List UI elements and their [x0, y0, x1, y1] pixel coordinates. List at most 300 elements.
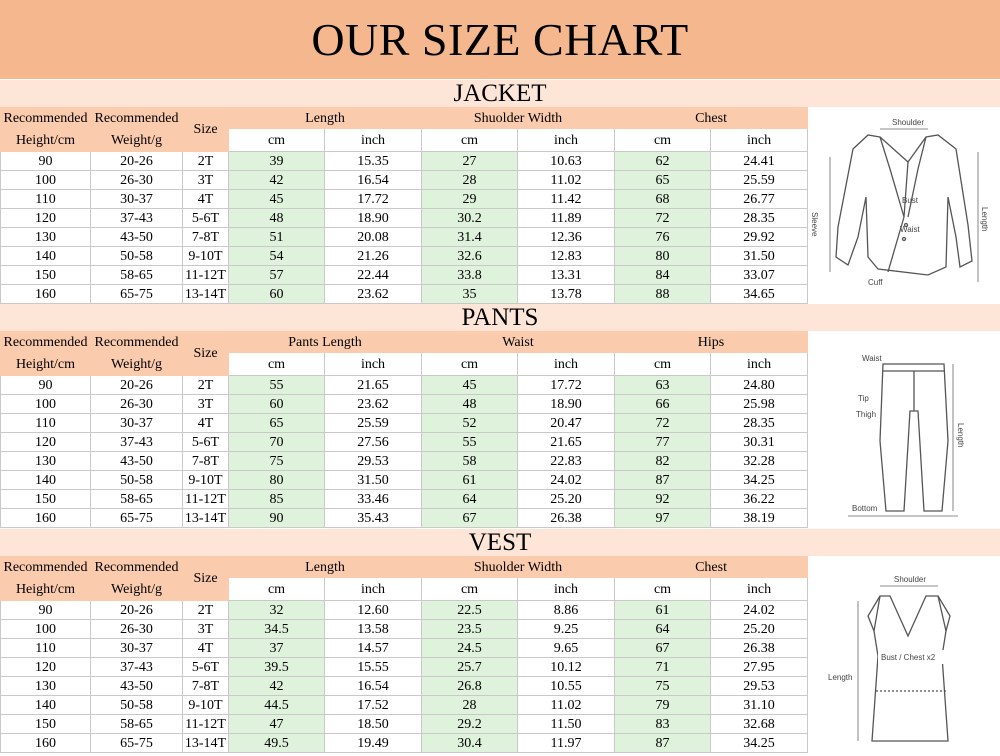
table-row — [1, 228, 808, 247]
recommended-height-label: Recommended — [1, 332, 91, 353]
inch-cell: 13.31 — [518, 266, 615, 285]
inch-cell: 31.10 — [711, 696, 808, 715]
inch-cell: 26.38 — [518, 509, 615, 528]
cm-cell: 87 — [615, 734, 711, 753]
inch-cell: 16.54 — [325, 171, 422, 190]
cm-cell: 39 — [229, 152, 325, 171]
inch-unit-header: inch — [711, 129, 808, 152]
table-row — [1, 433, 808, 452]
inch-cell: 29.53 — [325, 452, 422, 471]
weight-cell: 65-75 — [91, 509, 183, 528]
cm-cell: 37 — [229, 639, 325, 658]
cm-cell: 80 — [615, 247, 711, 266]
cm-cell: 87 — [615, 471, 711, 490]
cm-cell: 65 — [229, 414, 325, 433]
inch-cell: 9.65 — [518, 639, 615, 658]
cm-cell: 55 — [422, 433, 518, 452]
inch-cell: 27.56 — [325, 433, 422, 452]
cm-cell: 28 — [422, 171, 518, 190]
height-cell: 110 — [1, 639, 91, 658]
cm-cell: 76 — [615, 228, 711, 247]
size-cell: 4T — [183, 639, 229, 658]
inch-cell: 32.28 — [711, 452, 808, 471]
jacket-size-table — [0, 107, 808, 304]
height-cell: 90 — [1, 601, 91, 620]
inch-cell: 24.80 — [711, 376, 808, 395]
inch-cell: 11.89 — [518, 209, 615, 228]
inch-unit-header: inch — [518, 129, 615, 152]
inch-cell: 12.83 — [518, 247, 615, 266]
chest-group-header: Chest — [615, 108, 808, 129]
height-cell: 160 — [1, 509, 91, 528]
inch-cell: 28.35 — [711, 209, 808, 228]
inch-cell: 25.20 — [518, 490, 615, 509]
table-row — [1, 209, 808, 228]
size-column-header: Size — [183, 108, 229, 152]
cm-cell: 27 — [422, 152, 518, 171]
table-row — [1, 658, 808, 677]
inch-cell: 30.31 — [711, 433, 808, 452]
cm-cell: 71 — [615, 658, 711, 677]
cm-cell: 47 — [229, 715, 325, 734]
shuolder-width-group-header: Shuolder Width — [422, 557, 615, 578]
cm-cell: 29 — [422, 190, 518, 209]
weight-cell: 20-26 — [91, 152, 183, 171]
table-row — [1, 414, 808, 433]
cm-cell: 23.5 — [422, 620, 518, 639]
inch-cell: 22.44 — [325, 266, 422, 285]
cm-cell: 63 — [615, 376, 711, 395]
inch-cell: 21.26 — [325, 247, 422, 266]
cm-cell: 92 — [615, 490, 711, 509]
cm-cell: 39.5 — [229, 658, 325, 677]
inch-cell: 11.42 — [518, 190, 615, 209]
inch-cell: 13.78 — [518, 285, 615, 304]
cm-cell: 66 — [615, 395, 711, 414]
cm-cell: 55 — [229, 376, 325, 395]
size-cell: 13-14T — [183, 734, 229, 753]
inch-cell: 12.60 — [325, 601, 422, 620]
weight-cell: 65-75 — [91, 734, 183, 753]
size-cell: 13-14T — [183, 285, 229, 304]
inch-cell: 33.46 — [325, 490, 422, 509]
height-cell: 150 — [1, 266, 91, 285]
size-cell: 5-6T — [183, 658, 229, 677]
inch-unit-header: inch — [325, 353, 422, 376]
jacket-section-header — [0, 80, 1000, 107]
cm-cell: 52 — [422, 414, 518, 433]
inch-cell: 13.58 — [325, 620, 422, 639]
weight-cell: 26-30 — [91, 620, 183, 639]
size-cell: 3T — [183, 171, 229, 190]
height-cell: 120 — [1, 433, 91, 452]
cm-unit-header: cm — [615, 353, 711, 376]
cm-cell: 57 — [229, 266, 325, 285]
inch-cell: 10.12 — [518, 658, 615, 677]
cm-unit-header: cm — [422, 353, 518, 376]
thigh-label: Thigh — [856, 410, 877, 419]
cm-cell: 83 — [615, 715, 711, 734]
cm-cell: 45 — [229, 190, 325, 209]
cm-cell: 45 — [422, 376, 518, 395]
cm-cell: 48 — [422, 395, 518, 414]
inch-cell: 34.25 — [711, 471, 808, 490]
height-cell: 120 — [1, 658, 91, 677]
shoulder-label: Shoulder — [892, 118, 925, 127]
height-cell: 90 — [1, 152, 91, 171]
inch-cell: 20.47 — [518, 414, 615, 433]
height-cell: 140 — [1, 471, 91, 490]
weight-cell: 43-50 — [91, 677, 183, 696]
cm-unit-header: cm — [229, 578, 325, 601]
cm-cell: 30.2 — [422, 209, 518, 228]
recommended-weight-label: Recommended — [91, 332, 183, 353]
vest-section-header — [0, 529, 1000, 556]
recommended-weight-label: Recommended — [91, 108, 183, 129]
inch-cell: 18.50 — [325, 715, 422, 734]
inch-cell: 33.07 — [711, 266, 808, 285]
size-cell: 2T — [183, 376, 229, 395]
tip-label: Tip — [858, 394, 869, 403]
inch-cell: 12.36 — [518, 228, 615, 247]
size-cell: 5-6T — [183, 209, 229, 228]
waist-label: Waist — [862, 354, 882, 363]
size-cell: 11-12T — [183, 490, 229, 509]
recommended-height-label: Recommended — [1, 108, 91, 129]
height-cell: 150 — [1, 490, 91, 509]
inch-cell: 18.90 — [518, 395, 615, 414]
inch-cell: 29.92 — [711, 228, 808, 247]
weight-cell: 30-37 — [91, 639, 183, 658]
inch-cell: 15.35 — [325, 152, 422, 171]
size-cell: 7-8T — [183, 452, 229, 471]
inch-cell: 11.97 — [518, 734, 615, 753]
height-cell: 140 — [1, 247, 91, 266]
inch-cell: 25.20 — [711, 620, 808, 639]
length-label: Length — [956, 423, 965, 448]
recommended-height-label: Recommended — [1, 557, 91, 578]
section-title: VEST — [468, 528, 532, 556]
bust-label: Bust — [902, 196, 919, 205]
inch-cell: 21.65 — [325, 376, 422, 395]
table-row — [1, 490, 808, 509]
inch-cell: 19.49 — [325, 734, 422, 753]
inch-cell: 28.35 — [711, 414, 808, 433]
inch-cell: 34.25 — [711, 734, 808, 753]
height-cell: 130 — [1, 452, 91, 471]
pants-section-header — [0, 304, 1000, 331]
height-cell: 130 — [1, 677, 91, 696]
cm-cell: 26.8 — [422, 677, 518, 696]
table-row — [1, 190, 808, 209]
cm-cell: 64 — [422, 490, 518, 509]
cm-unit-header: cm — [229, 129, 325, 152]
size-cell: 2T — [183, 601, 229, 620]
weight-cell: 26-30 — [91, 171, 183, 190]
inch-cell: 10.63 — [518, 152, 615, 171]
inch-cell: 8.86 — [518, 601, 615, 620]
height-cm-header: Height/cm — [1, 129, 91, 152]
weight-cell: 50-58 — [91, 696, 183, 715]
size-cell: 9-10T — [183, 696, 229, 715]
cm-cell: 42 — [229, 677, 325, 696]
weight-cell: 58-65 — [91, 490, 183, 509]
length-group-header: Length — [229, 108, 422, 129]
cm-cell: 72 — [615, 209, 711, 228]
table-row — [1, 452, 808, 471]
table-row — [1, 395, 808, 414]
size-cell: 5-6T — [183, 433, 229, 452]
table-row — [1, 285, 808, 304]
table-row — [1, 171, 808, 190]
chest-group-header: Chest — [615, 557, 808, 578]
cm-cell: 29.2 — [422, 715, 518, 734]
inch-cell: 9.25 — [518, 620, 615, 639]
cm-cell: 64 — [615, 620, 711, 639]
weight-cell: 50-58 — [91, 247, 183, 266]
hips-group-header: Hips — [615, 332, 808, 353]
weight-cell: 43-50 — [91, 228, 183, 247]
table-row — [1, 266, 808, 285]
sleeve-label: Sleeve — [810, 212, 819, 237]
weight-cell: 37-43 — [91, 658, 183, 677]
table-row — [1, 715, 808, 734]
table-row — [1, 376, 808, 395]
section-title: PANTS — [461, 303, 539, 331]
inch-cell: 25.59 — [325, 414, 422, 433]
size-cell: 2T — [183, 152, 229, 171]
cm-cell: 80 — [229, 471, 325, 490]
inch-cell: 25.59 — [711, 171, 808, 190]
cm-cell: 60 — [229, 395, 325, 414]
cm-cell: 48 — [229, 209, 325, 228]
cm-cell: 33.8 — [422, 266, 518, 285]
height-cell: 160 — [1, 734, 91, 753]
weight-cell: 43-50 — [91, 452, 183, 471]
cm-cell: 22.5 — [422, 601, 518, 620]
size-cell: 3T — [183, 395, 229, 414]
inch-cell: 11.02 — [518, 171, 615, 190]
cm-cell: 24.5 — [422, 639, 518, 658]
cm-cell: 32.6 — [422, 247, 518, 266]
cm-cell: 54 — [229, 247, 325, 266]
cm-cell: 97 — [615, 509, 711, 528]
waist-group-header: Waist — [422, 332, 615, 353]
waist-label: Waist — [900, 225, 920, 234]
length-label: Length — [980, 207, 989, 232]
inch-cell: 38.19 — [711, 509, 808, 528]
inch-cell: 21.65 — [518, 433, 615, 452]
cm-cell: 82 — [615, 452, 711, 471]
inch-unit-header: inch — [518, 578, 615, 601]
inch-cell: 23.62 — [325, 285, 422, 304]
table-row — [1, 677, 808, 696]
inch-cell: 10.55 — [518, 677, 615, 696]
weight-cell: 20-26 — [91, 601, 183, 620]
height-cell: 110 — [1, 190, 91, 209]
size-cell: 11-12T — [183, 266, 229, 285]
cm-cell: 42 — [229, 171, 325, 190]
size-column-header: Size — [183, 332, 229, 376]
cm-cell: 28 — [422, 696, 518, 715]
jacket-measurement-diagram — [808, 107, 1000, 303]
inch-unit-header: inch — [325, 129, 422, 152]
cm-cell: 30.4 — [422, 734, 518, 753]
inch-cell: 24.02 — [711, 601, 808, 620]
inch-cell: 26.77 — [711, 190, 808, 209]
cm-cell: 68 — [615, 190, 711, 209]
recommended-weight-label: Recommended — [91, 557, 183, 578]
weight-cell: 65-75 — [91, 285, 183, 304]
inch-cell: 36.22 — [711, 490, 808, 509]
table-row — [1, 620, 808, 639]
weight-cell: 30-37 — [91, 190, 183, 209]
size-column-header: Size — [183, 557, 229, 601]
cm-unit-header: cm — [229, 353, 325, 376]
weight-g-header: Weight/g — [91, 129, 183, 152]
table-row — [1, 247, 808, 266]
vest-size-table — [0, 556, 808, 753]
table-row — [1, 734, 808, 753]
height-cell: 90 — [1, 376, 91, 395]
size-cell: 13-14T — [183, 509, 229, 528]
shoulder-label: Shoulder — [894, 575, 927, 584]
cm-cell: 90 — [229, 509, 325, 528]
cm-cell: 61 — [615, 601, 711, 620]
table-row — [1, 152, 808, 171]
inch-cell: 24.41 — [711, 152, 808, 171]
inch-cell: 32.68 — [711, 715, 808, 734]
inch-cell: 31.50 — [711, 247, 808, 266]
section-title: JACKET — [453, 79, 547, 107]
shuolder-width-group-header: Shuolder Width — [422, 108, 615, 129]
size-cell: 4T — [183, 190, 229, 209]
chart-title: OUR SIZE CHART — [311, 14, 689, 65]
size-cell: 9-10T — [183, 471, 229, 490]
weight-cell: 58-65 — [91, 715, 183, 734]
inch-cell: 23.62 — [325, 395, 422, 414]
inch-cell: 17.72 — [325, 190, 422, 209]
pants-size-table — [0, 331, 808, 528]
cm-cell: 85 — [229, 490, 325, 509]
cm-cell: 60 — [229, 285, 325, 304]
table-row — [1, 601, 808, 620]
height-cell: 160 — [1, 285, 91, 304]
cm-cell: 51 — [229, 228, 325, 247]
size-cell: 7-8T — [183, 228, 229, 247]
inch-cell: 11.02 — [518, 696, 615, 715]
weight-cell: 30-37 — [91, 414, 183, 433]
weight-g-header: Weight/g — [91, 578, 183, 601]
size-cell: 3T — [183, 620, 229, 639]
inch-unit-header: inch — [518, 353, 615, 376]
bust-chest-label: Bust / Chest x2 — [881, 653, 936, 662]
inch-cell: 25.98 — [711, 395, 808, 414]
height-cm-header: Height/cm — [1, 578, 91, 601]
height-cell: 100 — [1, 395, 91, 414]
cm-unit-header: cm — [615, 129, 711, 152]
bottom-label: Bottom — [852, 504, 878, 513]
inch-cell: 29.53 — [711, 677, 808, 696]
cm-cell: 75 — [615, 677, 711, 696]
cm-cell: 58 — [422, 452, 518, 471]
inch-unit-header: inch — [325, 578, 422, 601]
cm-cell: 77 — [615, 433, 711, 452]
vest-measurement-diagram — [808, 556, 1000, 756]
cm-cell: 34.5 — [229, 620, 325, 639]
weight-cell: 50-58 — [91, 471, 183, 490]
cm-cell: 44.5 — [229, 696, 325, 715]
cm-cell: 62 — [615, 152, 711, 171]
inch-cell: 27.95 — [711, 658, 808, 677]
inch-cell: 20.08 — [325, 228, 422, 247]
size-cell: 11-12T — [183, 715, 229, 734]
table-row — [1, 639, 808, 658]
cuff-label: Cuff — [868, 278, 883, 287]
size-cell: 9-10T — [183, 247, 229, 266]
cm-cell: 67 — [615, 639, 711, 658]
height-cm-header: Height/cm — [1, 353, 91, 376]
table-row — [1, 696, 808, 715]
inch-cell: 26.38 — [711, 639, 808, 658]
inch-cell: 17.52 — [325, 696, 422, 715]
cm-cell: 32 — [229, 601, 325, 620]
weight-cell: 37-43 — [91, 209, 183, 228]
weight-cell: 58-65 — [91, 266, 183, 285]
cm-cell: 61 — [422, 471, 518, 490]
size-cell: 7-8T — [183, 677, 229, 696]
inch-cell: 22.83 — [518, 452, 615, 471]
chart-title-banner — [0, 0, 1000, 79]
weight-cell: 37-43 — [91, 433, 183, 452]
cm-cell: 70 — [229, 433, 325, 452]
cm-cell: 35 — [422, 285, 518, 304]
inch-cell: 11.50 — [518, 715, 615, 734]
weight-g-header: Weight/g — [91, 353, 183, 376]
height-cell: 100 — [1, 171, 91, 190]
height-cell: 150 — [1, 715, 91, 734]
cm-cell: 88 — [615, 285, 711, 304]
height-cell: 140 — [1, 696, 91, 715]
cm-unit-header: cm — [422, 578, 518, 601]
inch-cell: 35.43 — [325, 509, 422, 528]
cm-unit-header: cm — [615, 578, 711, 601]
pants-length-group-header: Pants Length — [229, 332, 422, 353]
cm-cell: 65 — [615, 171, 711, 190]
height-cell: 100 — [1, 620, 91, 639]
cm-cell: 75 — [229, 452, 325, 471]
cm-cell: 67 — [422, 509, 518, 528]
cm-cell: 49.5 — [229, 734, 325, 753]
table-row — [1, 471, 808, 490]
cm-cell: 25.7 — [422, 658, 518, 677]
table-row — [1, 509, 808, 528]
weight-cell: 26-30 — [91, 395, 183, 414]
height-cell: 110 — [1, 414, 91, 433]
inch-cell: 24.02 — [518, 471, 615, 490]
height-cell: 130 — [1, 228, 91, 247]
inch-cell: 31.50 — [325, 471, 422, 490]
inch-cell: 16.54 — [325, 677, 422, 696]
length-group-header: Length — [229, 557, 422, 578]
cm-cell: 84 — [615, 266, 711, 285]
cm-unit-header: cm — [422, 129, 518, 152]
inch-cell: 14.57 — [325, 639, 422, 658]
length-label: Length — [828, 673, 853, 682]
inch-cell: 18.90 — [325, 209, 422, 228]
size-cell: 4T — [183, 414, 229, 433]
cm-cell: 72 — [615, 414, 711, 433]
